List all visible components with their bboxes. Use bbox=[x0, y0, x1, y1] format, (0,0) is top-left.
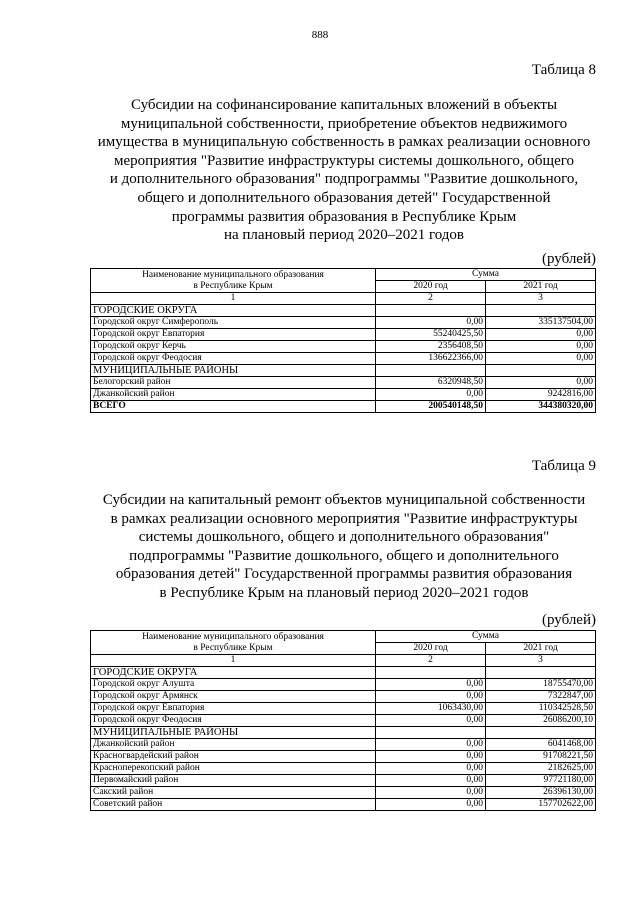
table-column-numbers bbox=[91, 655, 596, 667]
header-year-2020: 2020 год bbox=[376, 281, 486, 293]
section-name: ГОРОДСКИЕ ОКРУГА bbox=[91, 667, 376, 679]
table-row bbox=[91, 703, 596, 715]
header-name-line: Наименование муниципального образования bbox=[142, 269, 324, 280]
table-9-title-line: образования детей" Государственной программы развития образования bbox=[115, 566, 573, 583]
value-2021: 18755470,00 bbox=[486, 679, 596, 691]
value-2021: 0,00 bbox=[486, 353, 596, 365]
row-name: Городской округ Армянск bbox=[91, 691, 376, 703]
table-8-title bbox=[90, 96, 598, 245]
value-2021: 9242816,00 bbox=[486, 389, 596, 401]
empty-cell bbox=[486, 305, 596, 317]
value-2020: 0,00 bbox=[376, 751, 486, 763]
table-8-label: Таблица 8 bbox=[531, 62, 596, 78]
row-name: Городской округ Симферополь bbox=[91, 317, 376, 329]
header-year-2021: 2021 год bbox=[486, 281, 596, 293]
table-8-title-line: программы развития образования в Республике Крым bbox=[171, 208, 517, 225]
row-name: Джанкойский район bbox=[91, 389, 376, 401]
table-row bbox=[91, 377, 596, 389]
empty-cell bbox=[376, 365, 486, 377]
value-2021: 0,00 bbox=[486, 377, 596, 389]
value-2021: 0,00 bbox=[486, 341, 596, 353]
empty-cell bbox=[376, 305, 486, 317]
value-2020: 136622366,00 bbox=[376, 353, 486, 365]
table-9-title-line: подпрограммы "Развитие дошкольного, общего и дополнительного bbox=[129, 547, 559, 564]
table-row bbox=[91, 329, 596, 341]
table-8-title-line: на плановый период 2020–2021 годов bbox=[223, 227, 465, 244]
table-9 bbox=[90, 630, 596, 811]
header-year-2020: 2020 год bbox=[376, 643, 486, 655]
empty-cell bbox=[486, 365, 596, 377]
section-name: МУНИЦИПАЛЬНЫЕ РАЙОНЫ bbox=[91, 365, 376, 377]
table-8-title-line: имущества в муниципальную собственность в рамках реализации основного bbox=[97, 134, 591, 151]
table-8 bbox=[90, 268, 596, 413]
table-row bbox=[91, 317, 596, 329]
table-row bbox=[91, 715, 596, 727]
column-number: 2 bbox=[376, 293, 486, 305]
table-column-numbers bbox=[91, 293, 596, 305]
table-8-title-line: мероприятия "Развитие инфраструктуры системы дошкольного, общего bbox=[113, 152, 575, 169]
table-8-body bbox=[91, 305, 596, 413]
value-2021: 110342528,50 bbox=[486, 703, 596, 715]
table-row bbox=[91, 353, 596, 365]
column-number: 1 bbox=[91, 293, 376, 305]
empty-cell bbox=[486, 727, 596, 739]
value-2020: 0,00 bbox=[376, 715, 486, 727]
value-2020: 6320948,50 bbox=[376, 377, 486, 389]
table-section-row bbox=[91, 727, 596, 739]
value-2020: 0,00 bbox=[376, 679, 486, 691]
header-name-line: в Республике Крым bbox=[193, 280, 273, 291]
table-section-row bbox=[91, 365, 596, 377]
table-row bbox=[91, 389, 596, 401]
row-name: Сакский район bbox=[91, 787, 376, 799]
row-name: Красногвардейский район bbox=[91, 751, 376, 763]
table-row bbox=[91, 691, 596, 703]
value-2020: 2356408,50 bbox=[376, 341, 486, 353]
row-name: Городской округ Евпатория bbox=[91, 329, 376, 341]
value-2021: 6041468,00 bbox=[486, 739, 596, 751]
header-name bbox=[91, 269, 376, 293]
table-row bbox=[91, 679, 596, 691]
table-row bbox=[91, 341, 596, 353]
value-2021: 2182625,00 bbox=[486, 763, 596, 775]
row-name: Первомайский район bbox=[91, 775, 376, 787]
value-2021: 0,00 bbox=[486, 329, 596, 341]
value-2020: 200540148,50 bbox=[376, 401, 486, 413]
header-sum: Сумма bbox=[376, 631, 596, 643]
table-row bbox=[91, 763, 596, 775]
table-row bbox=[91, 751, 596, 763]
table-row bbox=[91, 739, 596, 751]
table-total-row bbox=[91, 401, 596, 413]
section-name: МУНИЦИПАЛЬНЫЕ РАЙОНЫ bbox=[91, 727, 376, 739]
value-2021: 26396130,00 bbox=[486, 787, 596, 799]
value-2020: 0,00 bbox=[376, 799, 486, 811]
table-row bbox=[91, 787, 596, 799]
row-name: Городской округ Феодосия bbox=[91, 353, 376, 365]
row-name: Городской округ Феодосия bbox=[91, 715, 376, 727]
table-9-title-line: системы дошкольного, общего и дополнительного образования" bbox=[138, 529, 550, 546]
table-row bbox=[91, 775, 596, 787]
value-2020: 0,00 bbox=[376, 739, 486, 751]
table-9-label: Таблица 9 bbox=[531, 458, 596, 474]
value-2020: 0,00 bbox=[376, 691, 486, 703]
empty-cell bbox=[486, 667, 596, 679]
value-2021: 344380320,00 bbox=[486, 401, 596, 413]
empty-cell bbox=[376, 727, 486, 739]
section-name: ГОРОДСКИЕ ОКРУГА bbox=[91, 305, 376, 317]
row-name: ВСЕГО bbox=[91, 401, 376, 413]
table-9-title bbox=[90, 491, 598, 603]
value-2020: 0,00 bbox=[376, 389, 486, 401]
value-2020: 0,00 bbox=[376, 763, 486, 775]
table-section-row bbox=[91, 305, 596, 317]
column-number: 3 bbox=[486, 655, 596, 667]
column-number: 2 bbox=[376, 655, 486, 667]
table-header-row bbox=[91, 269, 596, 281]
header-name-line: в Республике Крым bbox=[193, 642, 273, 653]
table-8-units: (рублей) bbox=[541, 251, 596, 267]
table-8-title-line: и дополнительного образования" подпрограммы "Развитие дошкольного, bbox=[109, 171, 579, 188]
table-9-title-line: Субсидии на капитальный ремонт объектов муниципальной собственности bbox=[102, 492, 586, 508]
value-2020: 1063430,00 bbox=[376, 703, 486, 715]
value-2021: 7322847,00 bbox=[486, 691, 596, 703]
value-2021: 335137504,00 bbox=[486, 317, 596, 329]
row-name: Городской округ Евпатория bbox=[91, 703, 376, 715]
header-name-line: Наименование муниципального образования bbox=[142, 631, 324, 642]
value-2020: 55240425,50 bbox=[376, 329, 486, 341]
value-2020: 0,00 bbox=[376, 787, 486, 799]
value-2021: 157702622,00 bbox=[486, 799, 596, 811]
column-number: 1 bbox=[91, 655, 376, 667]
table-9-body bbox=[91, 667, 596, 811]
row-name: Советский район bbox=[91, 799, 376, 811]
value-2021: 91708221,50 bbox=[486, 751, 596, 763]
row-name: Городской округ Алушта bbox=[91, 679, 376, 691]
table-8-title-line: муниципальной собственности, приобретение объектов недвижимого bbox=[120, 115, 568, 132]
header-sum: Сумма bbox=[376, 269, 596, 281]
page-number: 888 bbox=[311, 29, 329, 41]
header-year-2021: 2021 год bbox=[486, 643, 596, 655]
column-number: 3 bbox=[486, 293, 596, 305]
table-section-row bbox=[91, 667, 596, 679]
value-2020: 0,00 bbox=[376, 775, 486, 787]
table-row bbox=[91, 799, 596, 811]
table-header-row bbox=[91, 631, 596, 643]
empty-cell bbox=[376, 667, 486, 679]
table-9-units: (рублей) bbox=[541, 612, 596, 628]
row-name: Джанкойский район bbox=[91, 739, 376, 751]
table-9-title-line: в Республике Крым на плановый период 2020–2021 годов bbox=[159, 584, 529, 601]
value-2021: 26086200,10 bbox=[486, 715, 596, 727]
value-2021: 97721180,00 bbox=[486, 775, 596, 787]
header-name bbox=[91, 631, 376, 655]
value-2020: 0,00 bbox=[376, 317, 486, 329]
row-name: Белогорский район bbox=[91, 377, 376, 389]
row-name: Красноперекопский район bbox=[91, 763, 376, 775]
table-9-title-line: в рамках реализации основного мероприятия "Развитие инфраструктуры bbox=[110, 510, 578, 527]
row-name: Городской округ Керчь bbox=[91, 341, 376, 353]
table-8-title-line: Субсидии на софинансирование капитальных вложений в объекты bbox=[130, 97, 558, 113]
table-8-title-line: общего и дополнительного образования детей" Государственной bbox=[137, 189, 551, 206]
